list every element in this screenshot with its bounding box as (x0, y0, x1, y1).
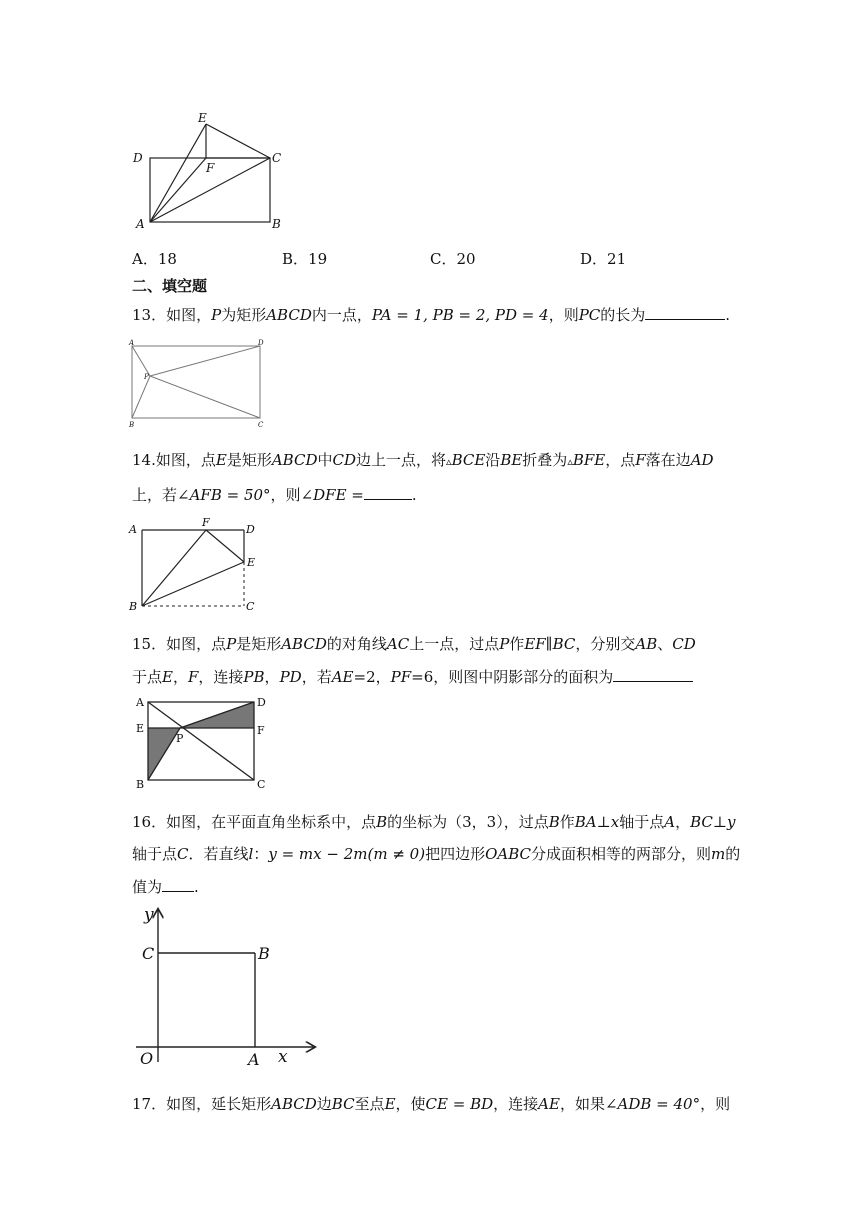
q12-option-b: B．19 (282, 250, 328, 268)
q12-option-d: D．21 (580, 250, 627, 268)
q14-label-E: E (247, 556, 256, 569)
q15-figure (128, 694, 278, 794)
q14-label-A: A (129, 523, 137, 536)
q14-label-C: C (246, 600, 255, 613)
q15-label-C: C (257, 778, 266, 791)
q15-label-P: P (176, 732, 184, 745)
q16-label-x: x (278, 1047, 288, 1067)
q14-figure (128, 516, 268, 616)
q16-label-A: A (248, 1050, 260, 1069)
q15-label-B: B (136, 778, 145, 791)
q15-text-line1: 15．如图，点P是矩形ABCD的对角线AC上一点，过点P作EF∥BC，分别交AB、CD (132, 635, 696, 653)
q12-option-c: C．20 (430, 250, 476, 268)
q13-label-P: P (144, 373, 149, 381)
q15-label-E: E (136, 722, 145, 735)
section-title: 二、填空题 (132, 277, 208, 295)
q16-label-y: y (144, 905, 154, 925)
q12-label-B: B (272, 217, 281, 231)
q16-label-C: C (142, 944, 155, 963)
q12-label-A: A (136, 217, 145, 231)
q12-label-E: E (198, 111, 207, 125)
q16-text-line3: 值为 . (132, 878, 199, 896)
q13-text: 13．如图，P为矩形ABCD内一点，PA = 1, PB = 2, PD = 4，则PC的长为 . (132, 306, 731, 324)
q12-label-F: F (206, 161, 215, 175)
triangle-symbol: ▵ (567, 455, 573, 468)
q15-answer-blank[interactable] (613, 666, 693, 682)
q16-text-line1: 16．如图，在平面直角坐标系中，点B的坐标为（3，3），过点B作BA⊥x轴于点A，BC⊥y (132, 813, 736, 831)
q16-figure (128, 902, 328, 1072)
triangle-symbol: ▵ (446, 455, 452, 468)
q14-label-D: D (246, 523, 255, 536)
q15-label-F: F (257, 724, 265, 737)
q14-label-F: F (202, 516, 210, 529)
q13-answer-blank[interactable] (645, 304, 725, 320)
q13-label-C: C (258, 421, 264, 429)
q12-label-D: D (133, 151, 143, 165)
q16-label-O: O (140, 1049, 154, 1068)
q12-figure (128, 110, 288, 235)
q14-text-line1: 14.如图，点E是矩形ABCD中CD边上一点，将▵BCE沿BE折叠为▵BFE，点F落在边AD (132, 451, 714, 469)
q12-option-a: A．18 (132, 250, 177, 268)
q15-label-D: D (257, 696, 266, 709)
q12-label-C: C (272, 151, 282, 165)
q13-figure (128, 338, 268, 430)
q14-answer-blank[interactable] (364, 484, 412, 500)
q14-label-B: B (129, 600, 138, 613)
q15-text-line2: 于点E，F，连接PB，PD，若AE=2，PF=6，则图中阴影部分的面积为 (132, 666, 693, 687)
q17-text: 17．如图，延长矩形ABCD边BC至点E，使CE = BD，连接AE，如果∠ADB = 40°，则 (132, 1095, 731, 1113)
q13-label-D: D (258, 339, 264, 347)
q16-label-B: B (258, 944, 270, 963)
q14-text-line2: 上，若∠AFB = 50°，则∠DFE = . (132, 486, 417, 504)
q15-label-A: A (136, 696, 144, 709)
q13-label-A: A (129, 339, 135, 347)
q16-answer-blank[interactable] (162, 876, 194, 892)
q16-text-line2: 轴于点C．若直线l：y = mx − 2m(m ≠ 0)把四边形OABC分成面积相等的两部分，则m的 (132, 845, 741, 863)
q13-label-B: B (129, 421, 135, 429)
